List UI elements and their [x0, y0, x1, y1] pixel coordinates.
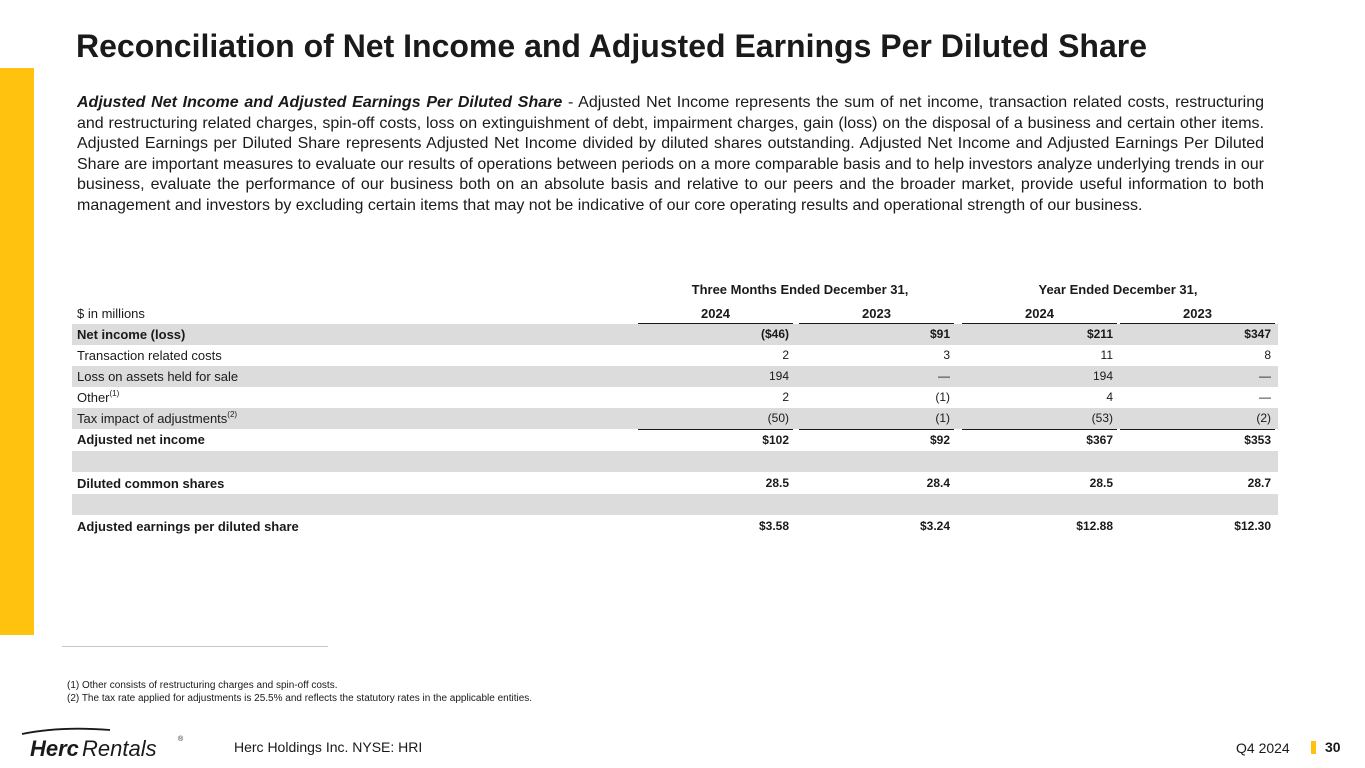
- cell-value: 194: [1092, 369, 1113, 383]
- table-spacer-row: [72, 494, 1278, 515]
- cell-value: 28.7: [1247, 476, 1271, 490]
- cell-value: (1): [935, 411, 950, 425]
- table-row-adjusted-net-income: [72, 429, 1278, 450]
- row-label: Adjusted earnings per diluted share: [77, 519, 299, 534]
- cell-value: $367: [962, 429, 1117, 451]
- cell-value: 3: [943, 348, 950, 362]
- table-row-diluted-shares: [72, 473, 1278, 494]
- row-label: Adjusted net income: [77, 432, 205, 447]
- row-label: [77, 408, 237, 429]
- cell-value: (53): [1091, 411, 1113, 425]
- table-row-loss-on-assets: [72, 366, 1278, 387]
- cell-value: —: [1259, 369, 1271, 383]
- accent-bar: [0, 68, 34, 635]
- cell-value: 2: [782, 390, 789, 404]
- intro-lead: Adjusted Net Income and Adjusted Earnings Per Diluted Share: [77, 94, 563, 111]
- footnote-divider: [62, 646, 328, 647]
- table-row-other: [72, 387, 1278, 408]
- cell-value: 11: [1100, 348, 1113, 362]
- footnote-ref: (2): [227, 410, 238, 419]
- cell-value: 194: [768, 369, 789, 383]
- cell-value: 28.4: [926, 476, 950, 490]
- cell-value: 28.5: [765, 476, 789, 490]
- footnote-1: (1) Other consists of restructuring charges and spin-off costs.: [67, 680, 338, 691]
- group-header-year: Year Ended December 31,: [1038, 282, 1198, 297]
- cell-value: ($46): [760, 327, 789, 341]
- logo-herc-text: Herc: [30, 736, 79, 761]
- cell-value: $3.24: [919, 519, 950, 533]
- cell-value: —: [1259, 390, 1271, 404]
- units-label: $ in millions: [77, 306, 145, 321]
- cell-value: 8: [1264, 348, 1271, 362]
- cell-value: (2): [1256, 411, 1271, 425]
- logo-registered-mark: ®: [178, 736, 184, 743]
- year-header: 2023: [799, 306, 954, 325]
- group-header-three-months: Three Months Ended December 31,: [691, 282, 909, 297]
- row-label-text: Other: [77, 390, 110, 405]
- row-label: Transaction related costs: [77, 348, 222, 363]
- cell-value: $12.30: [1234, 519, 1271, 533]
- footnote-2: (2) The tax rate applied for adjustments is 25.5% and reflects the statutory rates in the applicable entities.: [67, 693, 533, 704]
- page-title: Reconciliation of Net Income and Adjusted Earnings Per Diluted Share: [76, 28, 1147, 64]
- cell-value: $92: [799, 429, 954, 451]
- logo-rentals-text: Rentals: [82, 736, 157, 761]
- footnote-ref: (1): [109, 389, 120, 398]
- table-row-adjusted-eps: [72, 516, 1278, 537]
- row-label: [77, 387, 119, 408]
- row-label: Loss on assets held for sale: [77, 369, 239, 384]
- company-ticker: Herc Holdings Inc. NYSE: HRI: [234, 739, 423, 755]
- page-number: 30: [1325, 739, 1341, 755]
- report-period: Q4 2024: [1236, 740, 1290, 756]
- herc-rentals-logo: [20, 726, 190, 762]
- cell-value: 28.5: [1089, 476, 1113, 490]
- row-label: Net income (loss): [77, 327, 186, 342]
- cell-value: $353: [1120, 429, 1275, 451]
- cell-value: (50): [767, 411, 789, 425]
- cell-value: $347: [1244, 327, 1271, 341]
- cell-value: $3.58: [758, 519, 789, 533]
- row-label-text: Tax impact of adjustments: [77, 411, 228, 426]
- table-row-tax-impact: [72, 408, 1278, 429]
- year-header: 2023: [1120, 306, 1275, 325]
- cell-value: $12.88: [1076, 519, 1113, 533]
- cell-value: —: [938, 369, 950, 383]
- table-row-net-income: [72, 324, 1278, 345]
- cell-value: $211: [1086, 327, 1113, 341]
- cell-value: 4: [1106, 390, 1113, 404]
- footnotes: [67, 679, 532, 705]
- intro-paragraph: [77, 93, 1264, 217]
- table-row-transaction-costs: [72, 345, 1278, 366]
- cell-value: (1): [935, 390, 950, 404]
- page-accent-mark: [1311, 741, 1316, 754]
- cell-value: 2: [782, 348, 789, 362]
- row-label: Diluted common shares: [77, 476, 225, 491]
- intro-body: - Adjusted Net Income represents the sum of net income, transaction related costs, restructuring and restructuring related charges, spin-off costs, loss on extinguishment of debt, impairment charges, gain (loss) on the disposal of a business and certain other items. Adjusted Earnings per Diluted Share represents Adjusted Net Income divided by diluted shares outstanding. Adjusted Net Income and Adjusted Earnings Per Diluted Share are important measures to evaluate our results of operations between periods on a more comparable basis and to help investors analyze underlying trends in our business, evaluate the performance of our business both on an absolute basis and relative to our peers and the broader market, provide useful information to both management and investors by excluding certain items that may not be indicative of our core operating results and operational strength of our business.: [77, 94, 1265, 214]
- table-spacer-row: [72, 451, 1278, 472]
- year-header: 2024: [638, 306, 793, 325]
- cell-value: $91: [929, 327, 950, 341]
- cell-value: $102: [638, 429, 793, 451]
- year-header: 2024: [962, 306, 1117, 325]
